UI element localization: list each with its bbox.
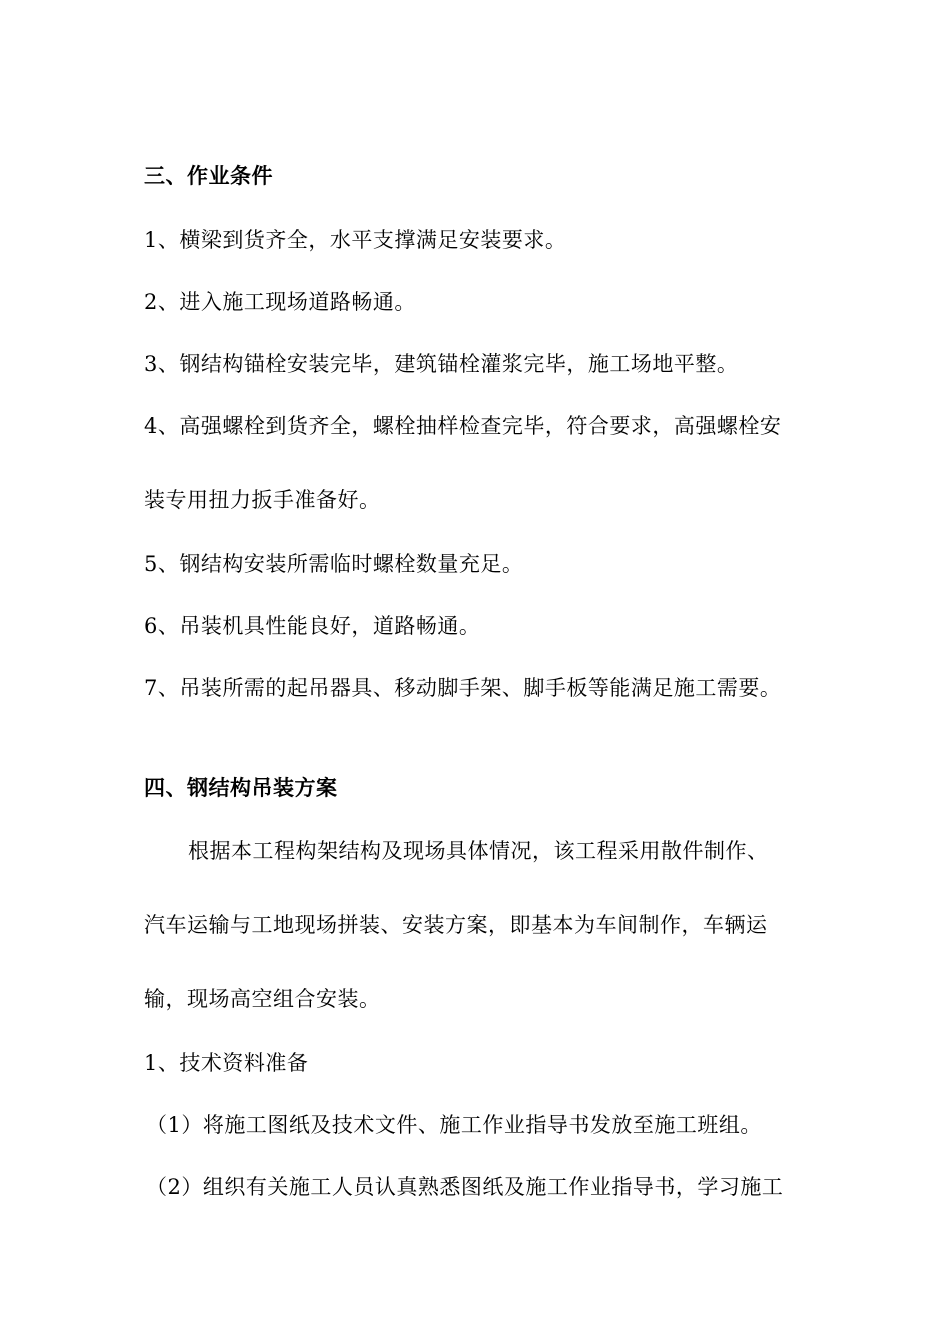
section-4-subitem-1: （1）将施工图纸及技术文件、施工作业指导书发放至施工班组。: [146, 1113, 762, 1137]
section-3-item-4: 4、高强螺栓到货齐全，螺栓抽样检查完毕，符合要求，高强螺栓安: [144, 414, 782, 438]
section-4-subheading: 1、技术资料准备: [144, 1051, 309, 1075]
section-3-item-7: 7、吊装所需的起吊器具、移动脚手架、脚手板等能满足施工需要。: [144, 676, 782, 700]
section-4-paragraph-line-2: 汽车运输与工地现场拼装、安装方案，即基本为车间制作，车辆运: [144, 913, 768, 937]
section-4-subitem-2: （2）组织有关施工人员认真熟悉图纸及施工作业指导书，学习施工: [146, 1175, 784, 1199]
section-4-paragraph-line-3: 输，现场高空组合安装。: [144, 987, 381, 1011]
section-3-item-1: 1、横梁到货齐全，水平支撑满足安装要求。: [144, 228, 567, 252]
section-3-item-4-continued: 装专用扭力扳手准备好。: [144, 488, 381, 512]
section-3-item-6: 6、吊装机具性能良好，道路畅通。: [144, 614, 481, 638]
section-4-paragraph-line-1: 根据本工程构架结构及现场具体情况，该工程采用散件制作、: [188, 839, 769, 863]
section-3-item-5: 5、钢结构安装所需临时螺栓数量充足。: [144, 552, 524, 576]
section-3-item-2: 2、进入施工现场道路畅通。: [144, 290, 416, 314]
section-4-heading: 四、钢结构吊装方案: [144, 776, 338, 800]
section-3-item-3: 3、钢结构锚栓安装完毕，建筑锚栓灌浆完毕，施工场地平整。: [144, 352, 739, 376]
section-3-heading: 三、作业条件: [144, 164, 273, 188]
